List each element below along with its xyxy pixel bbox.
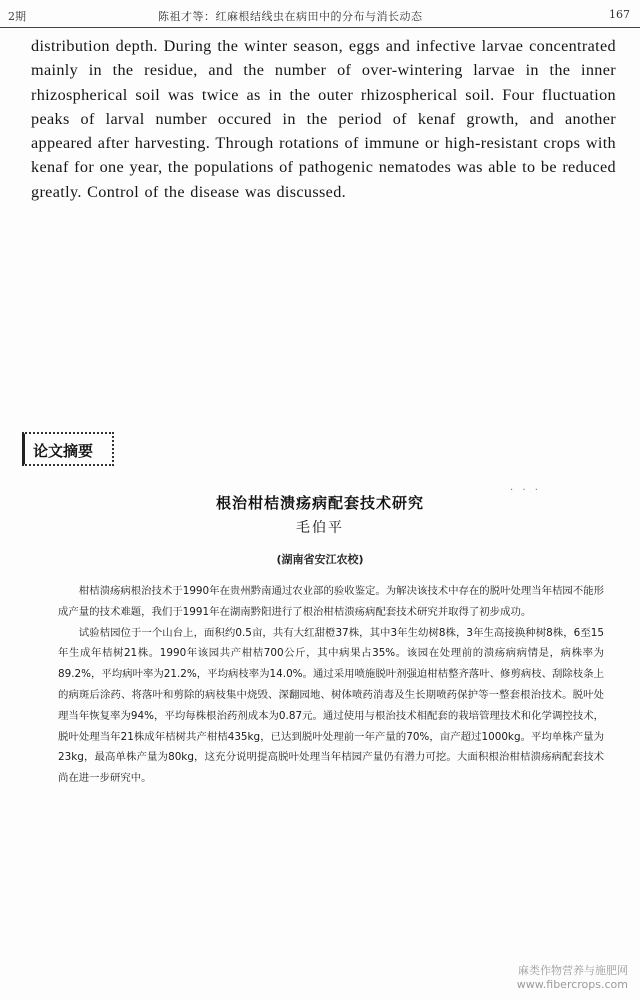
issue-number: 2期: [8, 10, 26, 23]
margin-mark: · · ·: [510, 485, 541, 496]
header-divider: [0, 27, 640, 28]
abstract-paragraph: 试验桔园位于一个山台上，面积约0.5亩，共有大红甜橙37株，其中3年生幼树8株，3年生高接换种树8株，6至15年生成年桔树21株。1990年该园共产柑桔700公斤，其中病果占35%。该园在处理前的溃疡病病情是，病株率为89.2%，平均病叶率为21.2%，平均病枝率为14.0%。通过采用喷施脱叶剂强迫柑桔整齐落叶、修剪病枝、刮除枝条上的病斑后涂药、将落叶和剪除的病枝集中烧毁、深翻园地、树体喷药消毒及生长期喷药保护等一整套根治技术。脱叶处理当年恢复率为94%，平均每株根治药剂成本为0.87元。通过使用与根治技术相配套的栽培管理技术和化学调控技术，脱叶处理当年21株成年桔树共产柑桔435kg，已达到脱叶处理前一年产量的70%，亩产超过1000kg。平均单株产量为23kg，最高单株产量为80kg，这充分说明提高脱叶处理当年桔园产量仍有潜力可挖。大面积根治柑桔溃疡病配套技术尚在进一步研究中。: [58, 626, 604, 785]
paper-title: 根治柑桔溃疡病配套技术研究: [215, 494, 424, 512]
english-abstract: [31, 34, 616, 204]
paper-author: 毛伯平: [296, 520, 344, 536]
site-watermark: [517, 964, 628, 992]
page-number: 167: [609, 8, 630, 21]
abstract-paragraph: 柑桔溃疡病根治技术于1990年在贵州黔南通过农业部的验收鉴定。为解决该技术中存在的脱叶处理当年桔园不能形成产量的技术难题，我们于1991年在湖南黔阳进行了根治柑桔溃疡病配套技术研究并取得了初步成功。: [58, 585, 604, 618]
chinese-abstract-body: [58, 581, 604, 789]
running-title: 陈祖才等：红麻根结线虫在病田中的分布与消长动态: [158, 10, 423, 23]
running-header: [8, 8, 630, 24]
watermark-line-1: 麻类作物营养与施肥网: [518, 964, 628, 977]
paper-affiliation: (湖南省安江农校): [276, 553, 364, 566]
english-abstract-text: distribution depth. During the winter season, eggs and infective larvae concentrated mainly in the residue, and the number of over-wintering larvae in the inner rhizospherical soil was twice as in the outer rhizospherical soil. Four fluctuation peaks of larval number occured in the period of kenaf growth, and another appeared after harvesting. Through rotations of immune or high-resistant crops with kenaf for one year, the populations of pathogenic nematodes was able to be reduced greatly. Control of the disease was discussed.: [31, 37, 616, 201]
watermark-line-2: www.fibercrops.com: [516, 978, 628, 991]
section-tag-label: 论文摘要: [33, 442, 94, 460]
section-tag-box: [22, 432, 114, 466]
